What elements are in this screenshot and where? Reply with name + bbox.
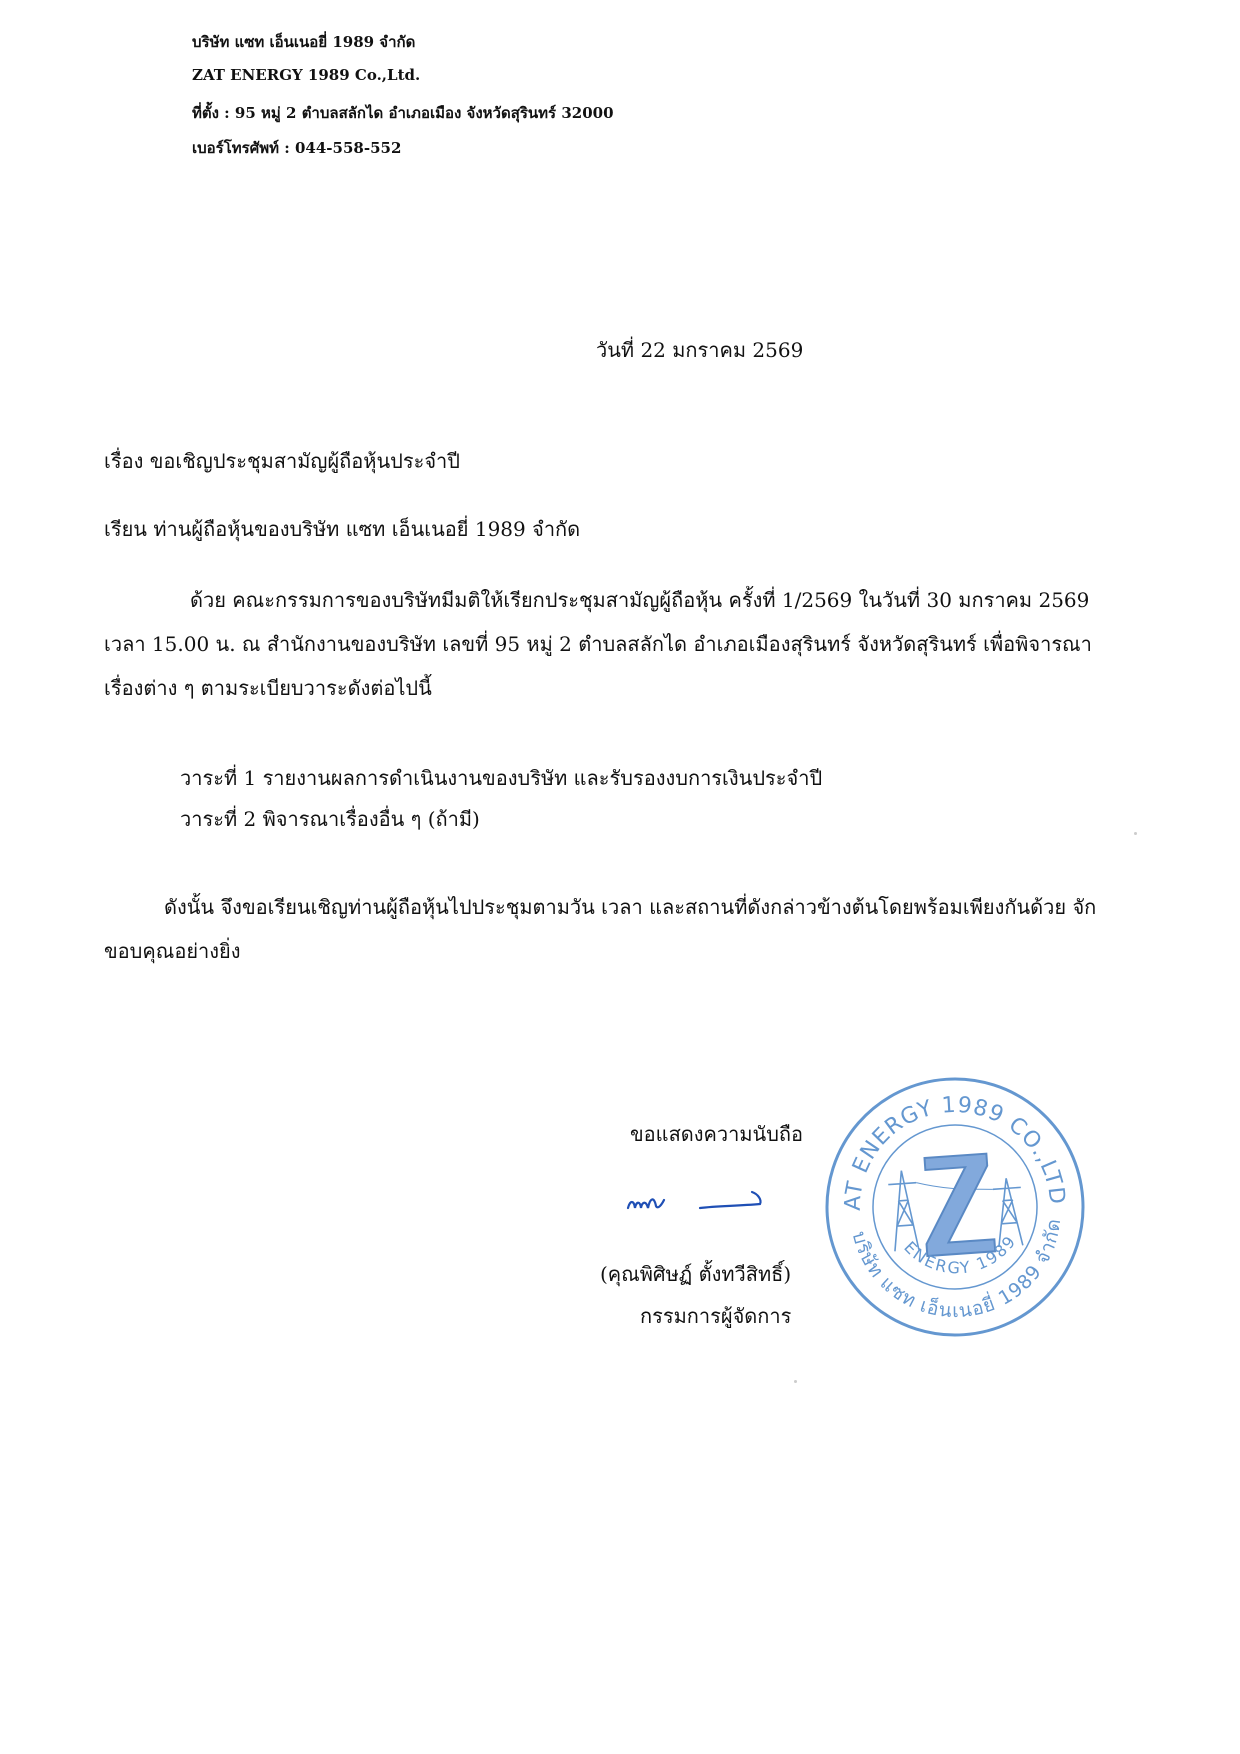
- scan-speck: [794, 1380, 797, 1383]
- svg-text:ZAT ENERGY 1989 CO.,LTD.: [820, 1072, 1069, 1222]
- letterhead-address: ที่ตั้ง : 95 หมู่ 2 ตำบลสลักได อำเภอเมือง จังหวัดสุรินทร์ 32000: [192, 104, 614, 122]
- letter-date: วันที่ 22 มกราคม 2569: [596, 338, 804, 362]
- closing-phrase: ขอแสดงความนับถือ: [630, 1122, 804, 1146]
- agenda-item-2: วาระที่ 2 พิจารณาเรื่องอื่น ๆ (ถ้ามี): [180, 807, 480, 831]
- letterhead-phone: เบอร์โทรศัพท์ : 044-558-552: [192, 139, 402, 157]
- company-seal-stamp: [820, 1072, 1090, 1342]
- signer-name: (คุณพิศิษฏ์ ตั้งทวีสิทธิ์): [600, 1262, 792, 1286]
- svg-text:ENERGY 1989: [899, 1230, 1022, 1281]
- body-paragraph-1: [104, 578, 1130, 710]
- agenda-item-1: วาระที่ 1 รายงานผลการดำเนินงานของบริษัท และรับรองงบการเงินประจำปี: [180, 766, 823, 790]
- body-paragraph-1-text: ด้วย คณะกรรมการของบริษัทมีมติให้เรียกประชุมสามัญผู้ถือหุ้น ครั้งที่ 1/2569 ในวันที่ 30 มกราคม 2569 เวลา 15.00 น. ณ สำนักงานของบริษัท เลขที่ 95 หมู่ 2 ตำบลสลักได อำเภอเมืองสุรินทร์ จังหวัดสุรินทร์ เพื่อพิจารณาเรื่องต่าง ๆ ตามระเบียบวาระดังต่อไปนี้: [104, 588, 1092, 700]
- body-paragraph-2-text: ดังนั้น จึงขอเรียนเชิญท่านผู้ถือหุ้นไปประชุมตามวัน เวลา และสถานที่ดังกล่าวข้างต้นโดยพร้อมเพียงกันด้วย จักขอบคุณอย่างยิ่ง: [104, 895, 1097, 963]
- signer-position: กรรมการผู้จัดการ: [640, 1304, 792, 1328]
- letter-recipient: เรียน ท่านผู้ถือหุ้นของบริษัท แซท เอ็นเนอยี่ 1989 จำกัด: [104, 517, 581, 541]
- letter-subject: เรื่อง ขอเชิญประชุมสามัญผู้ถือหุ้นประจำปี: [104, 449, 460, 473]
- handwritten-signature: [622, 1178, 782, 1222]
- stamp-middle-text: ENERGY 1989: [900, 1231, 1021, 1278]
- scan-speck: [1134, 832, 1137, 835]
- stamp-bottom-text: บริษัท แซท เอ็นเนอยี่ 1989 จำกัด: [847, 1216, 1066, 1323]
- body-paragraph-2: [104, 885, 1130, 973]
- stamp-top-text: ZAT ENERGY 1989 CO.,LTD.: [840, 1092, 1070, 1212]
- letterhead-company-en: ZAT ENERGY 1989 Co.,Ltd.: [192, 66, 421, 84]
- letterhead-company-th: บริษัท แซท เอ็นเนอยี่ 1989 จำกัด: [192, 33, 416, 51]
